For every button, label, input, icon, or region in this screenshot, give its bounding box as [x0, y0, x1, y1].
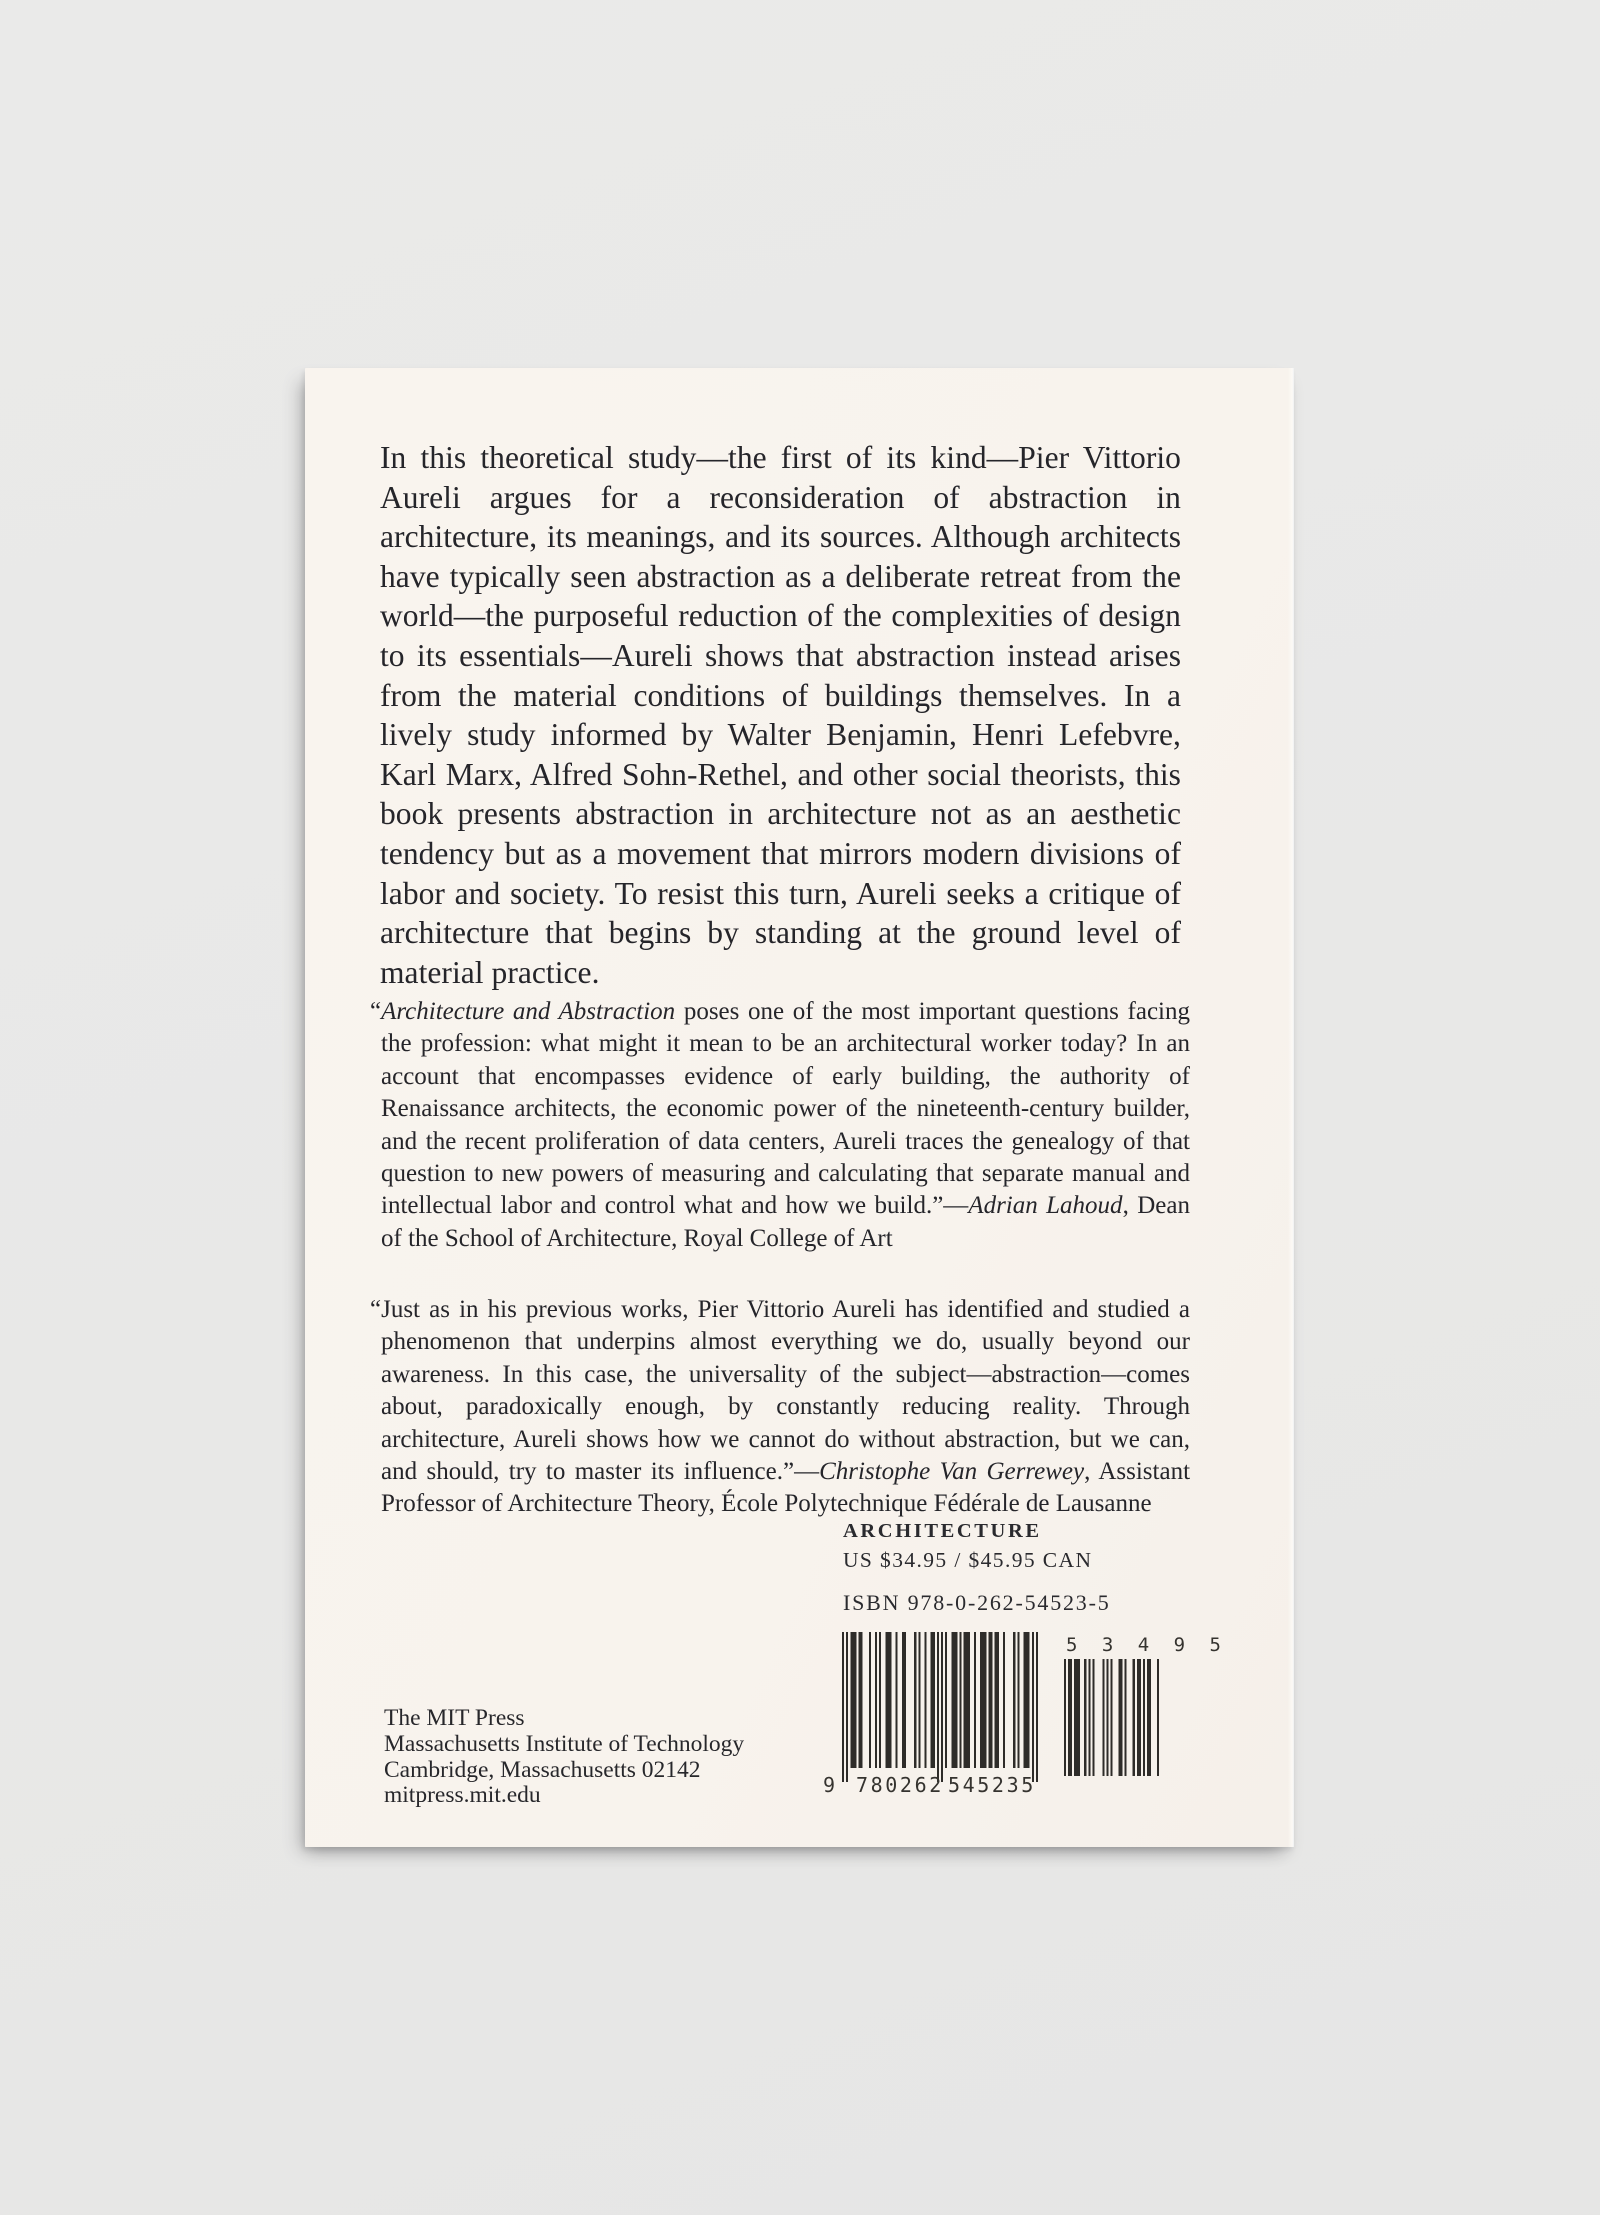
- ean13-barcode-bars: [842, 1632, 1038, 1782]
- price-label: US $34.95 / $45.95 CAN: [843, 1548, 1093, 1572]
- book-back-cover: [305, 368, 1294, 1847]
- price-supplement-barcode: [1062, 1634, 1228, 1779]
- supplement-digits: 5 3 4 9 5: [1066, 1634, 1228, 1656]
- review-blurb-van-gerrewey: “Just as in his previous works, Pier Vittorio Aureli has identified and studied a phenomenon that underpins almost everything we do, usually beyond our awareness. In this case, the universality of the subject—abstraction—comes about, paradoxically enough, by constantly reducing reality. Through architecture, Aureli shows how we cannot do without abstraction, but we can, and should, try to master its influence.”—Christophe Van Gerrewey, Assistant Professor of Architecture Theory, École Polytechnique Fédérale de Lausanne: [370, 1296, 1191, 1518]
- publisher-block: [384, 1706, 744, 1809]
- publisher-website: mitpress.mit.edu: [384, 1782, 541, 1809]
- review-blurb-lahoud: “Architecture and Abstraction poses one of the most important questions facing the profession: what might it mean to be an architectural worker today? In an account that encompasses evidence of early building, the authority of Renaissance architects, the economic power of the nineteenth-century builder, and the recent proliferation of data centers, Aureli traces the genealogy of that question to new powers of measuring and calculating that separate manual and intellectual labor and control what and how we build.”—Adrian Lahoud, Dean of the School of Architecture, Royal College of Art: [370, 998, 1190, 1252]
- supplement-barcode-bars: [1062, 1659, 1159, 1776]
- synopsis-paragraph: In this theoretical study—the first of its kind—Pier Vittorio Aureli argues for a reconsideration of abstraction in architecture, its meanings, and its sources. Although architects have typically seen abstraction as a deliberate retreat from the world—the purposeful reduction of the complexities of design to its essentials—Aureli shows that abstraction instead arises from the material conditions of buildings themselves. In a lively study informed by Walter Benjamin, Henri Lefebvre, Karl Marx, Alfred Sohn-Rethel, and other social theorists, this book presents abstraction in architecture not as an aesthetic tendency but as a movement that mirrors modern divisions of labor and society. To resist this turn, Aureli seeks a critique of architecture that begins by standing at the ground level of material practice.: [380, 440, 1181, 990]
- ean13-left-digits: 780262: [856, 1773, 944, 1797]
- ean13-right-digits: 545235: [948, 1773, 1036, 1797]
- ean13-barcode: [823, 1632, 1038, 1802]
- ean13-lead-digit: 9: [823, 1773, 836, 1797]
- isbn-label: ISBN 978-0-262-54523-5: [843, 1590, 1111, 1615]
- publisher-name: The MIT Press: [384, 1705, 525, 1731]
- category-label: ARCHITECTURE: [843, 1520, 1042, 1542]
- publisher-institution: Massachusetts Institute of Technology: [384, 1730, 745, 1757]
- category-price-block: [843, 1520, 1092, 1573]
- publisher-address: Cambridge, Massachusetts 02142: [384, 1756, 701, 1783]
